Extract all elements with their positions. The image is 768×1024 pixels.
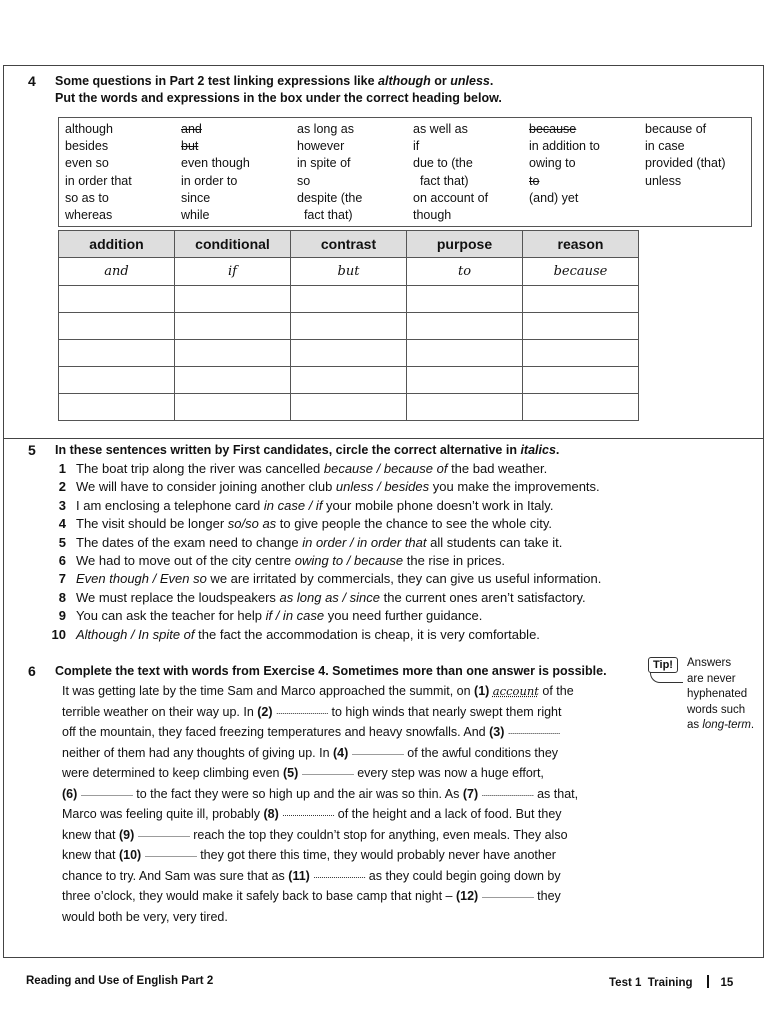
blank-answer-cell[interactable] [175, 340, 291, 367]
sentence-item [48, 627, 540, 642]
blank-answer-cell[interactable] [291, 286, 407, 313]
word-box-item: in case [645, 139, 685, 154]
blank-answer-cell[interactable] [523, 313, 639, 340]
handwritten-example-answer: account [492, 684, 539, 698]
sentence-text: We had to move out of the city centre [76, 553, 295, 568]
gap-number: (3) [489, 725, 505, 739]
word-box-column [181, 121, 250, 224]
text-segment: as they could begin going down by [365, 868, 561, 883]
text-segment: they [533, 889, 561, 903]
blank-answer-cell[interactable] [407, 313, 523, 340]
text-segment: to high winds that nearly swept them right [328, 704, 562, 719]
text-line [62, 910, 228, 924]
example-answer-cell: if [175, 258, 291, 286]
alternatives-to-circle[interactable]: Although / In spite of [76, 626, 195, 642]
text-line [62, 869, 561, 883]
text-line [62, 684, 574, 698]
alternatives-to-circle[interactable]: Even though / Even so [76, 571, 207, 587]
word-box-item: to [529, 173, 540, 188]
sentence-text: We must replace the loudspeakers [76, 589, 280, 605]
example-answer-cell: to [407, 258, 523, 286]
text-line [62, 889, 561, 903]
exercise-5-instruction: In these sentences written by First candidates, circle the correct alternative in italics. [55, 443, 560, 457]
text-line [62, 705, 562, 719]
word-box-item: since [181, 190, 211, 205]
blank-answer-cell[interactable] [59, 340, 175, 367]
sentence-number: 9 [58, 608, 66, 624]
sentence-number: 6 [58, 553, 66, 568]
text-line [62, 807, 562, 821]
exercise-5-number: 5 [28, 442, 36, 458]
exercise-6-number: 6 [28, 663, 36, 679]
blank-answer-cell[interactable] [407, 286, 523, 313]
table-row [59, 340, 639, 367]
page-number: 15 [720, 977, 734, 989]
word-box-item: on account of [413, 190, 489, 205]
text-line [62, 766, 544, 780]
blank-answer-cell[interactable] [407, 340, 523, 367]
category-header-reason: reason [523, 231, 639, 258]
answer-gap[interactable]: .......................... [481, 890, 534, 900]
sentence-number: 2 [58, 479, 66, 495]
sentence-text: you make the improvements. [429, 479, 600, 495]
answer-gap[interactable]: .......................... [351, 746, 404, 757]
blank-answer-cell[interactable] [291, 340, 407, 367]
table-row [59, 367, 639, 394]
alternatives-to-circle[interactable]: as long as / since [279, 589, 380, 605]
word-box-item: even so [65, 156, 109, 171]
word-box [58, 117, 752, 227]
blank-answer-cell[interactable] [407, 394, 523, 421]
gap-number: (10) [118, 848, 142, 862]
sentence-text: The dates of the exam need to change [76, 534, 303, 550]
sentence-text: The visit should be longer [76, 516, 228, 532]
blank-answer-cell[interactable] [59, 286, 175, 313]
category-table [58, 230, 639, 421]
table-row [59, 313, 639, 340]
text-segment: were determined to keep climbing even [62, 766, 283, 780]
text-segment: of the awful conditions they [403, 745, 559, 760]
gap-number: (5) [282, 766, 299, 780]
footer-page-info [609, 975, 733, 989]
text-line [62, 828, 568, 842]
sentence-item [48, 608, 482, 623]
blank-answer-cell[interactable] [175, 394, 291, 421]
sentence-text: the rise in prices. [403, 553, 505, 568]
sentence-text: to give people the chance to see the whole city. [276, 516, 553, 532]
blank-answer-cell[interactable] [175, 367, 291, 394]
word-box-item: fact that) [297, 208, 353, 223]
text-segment: It was getting late by the time Sam and Marco approached the summit, on [62, 684, 475, 698]
word-box-column [297, 121, 362, 224]
sentence-text: You can ask the teacher for help [76, 608, 266, 624]
exercise-6-instruction: Complete the text with words from Exercise 4. Sometimes more than one answer is possible. [55, 664, 607, 678]
word-box-item: but [181, 139, 199, 154]
tip-text: Answers are never hyphenated words such as long-term. [687, 657, 755, 731]
blank-answer-cell[interactable] [291, 367, 407, 394]
alternatives-to-circle[interactable]: in order / in order that [302, 534, 427, 550]
tip-badge: Tip! [648, 657, 678, 673]
category-header-row [59, 231, 639, 258]
text-segment: they got there this time, they would probably never have another [196, 848, 556, 862]
answer-gap[interactable]: .......................... [137, 828, 190, 839]
word-box-item: while [181, 208, 210, 223]
blank-answer-cell[interactable] [523, 367, 639, 394]
answer-gap[interactable]: .......................... [301, 767, 354, 777]
text-line [62, 787, 578, 801]
word-box-item: though [413, 208, 452, 223]
sentence-text: the fact the accommodation is cheap, it is very comfortable. [194, 626, 540, 642]
alternatives-to-circle[interactable]: unless / besides [335, 479, 430, 495]
sentence-item [48, 461, 547, 476]
word-box-item: as well as [413, 122, 468, 136]
category-header-contrast: contrast [291, 231, 407, 258]
table-row [59, 286, 639, 313]
category-header-conditional: conditional [175, 231, 291, 258]
blank-answer-cell[interactable] [59, 313, 175, 340]
text-segment: reach the top they couldn’t stop for anything, even meals. They also [189, 827, 568, 842]
exercise-5-6-panel [3, 438, 764, 958]
text-line [62, 746, 558, 760]
sentence-text: I am enclosing a telephone card [76, 497, 264, 513]
blank-answer-cell[interactable] [523, 340, 639, 367]
word-box-item: so as to [65, 190, 109, 205]
sentence-item [48, 498, 553, 513]
exercise-4-instruction-line-2: Put the words and expressions in the box under the correct heading below. [55, 91, 502, 105]
text-segment: knew that [62, 848, 119, 862]
blank-answer-cell[interactable] [291, 313, 407, 340]
footer-section-title: Reading and Use of English Part 2 [26, 975, 214, 987]
text-segment: as that, [533, 786, 579, 801]
alternatives-to-circle[interactable]: because / because of [323, 461, 448, 476]
gap-number: (7) [462, 786, 479, 801]
sentence-number: 7 [58, 571, 66, 587]
category-table-body [59, 258, 639, 421]
sentence-text: your mobile phone doesn’t work in Italy. [322, 497, 554, 513]
alternatives-to-circle[interactable]: in case / if [263, 497, 323, 513]
sentence-item [48, 590, 586, 605]
sentence-item [48, 535, 562, 550]
sentence-text: the bad weather. [447, 461, 548, 476]
word-box-item: owing to [529, 156, 576, 171]
text-line [62, 725, 560, 739]
word-box-item: in spite of [297, 156, 351, 171]
sentence-text: you need further guidance. [324, 608, 483, 624]
example-answer-cell: because [523, 258, 639, 286]
gap-number: (6) [62, 786, 78, 801]
text-segment: knew that [62, 827, 119, 842]
example-answer-cell: and [59, 258, 175, 286]
text-segment: of the height and a lack of food. But they [334, 807, 562, 821]
answer-gap[interactable]: .......................... [481, 787, 534, 798]
text-segment: three o’clock, they would make it safely back to base camp that night – [62, 889, 456, 903]
sentence-item [48, 479, 600, 494]
word-box-item: and [181, 122, 202, 136]
answer-gap[interactable]: .......................... [80, 787, 133, 798]
sentence-number: 8 [58, 589, 66, 605]
word-box-item: due to (the [413, 156, 473, 171]
text-segment: every step was now a huge effort, [353, 766, 544, 780]
alternatives-to-circle[interactable]: so/so as [227, 516, 277, 532]
blank-answer-cell[interactable] [523, 286, 639, 313]
blank-answer-cell[interactable] [291, 394, 407, 421]
table-row [59, 394, 639, 421]
word-box-item: even though [181, 156, 250, 171]
sentence-number: 4 [58, 516, 66, 532]
sentence-text: all students can take it. [426, 534, 563, 550]
word-box-column [413, 121, 488, 224]
answer-gap[interactable]: .......................... [507, 726, 560, 736]
sentence-number: 10 [51, 626, 66, 642]
answer-gap[interactable]: .......................... [282, 808, 335, 818]
word-box-item: so [297, 173, 311, 188]
blank-answer-cell[interactable] [175, 286, 291, 313]
blank-answer-cell[interactable] [59, 367, 175, 394]
text-segment: of the [538, 684, 574, 698]
word-box-item: besides [65, 139, 109, 154]
word-box-item: in order that [65, 173, 132, 188]
gap-number: (9) [118, 827, 135, 842]
table-row [59, 258, 639, 286]
answer-gap[interactable]: .......................... [144, 849, 197, 859]
answer-gap[interactable]: .......................... [276, 705, 329, 716]
blank-answer-cell[interactable] [523, 394, 639, 421]
sentence-number: 5 [58, 534, 66, 550]
word-box-column [65, 121, 132, 224]
word-box-item: whereas [65, 208, 113, 223]
answer-gap[interactable]: .......................... [313, 869, 366, 880]
word-box-column [645, 121, 726, 190]
text-segment: Marco was feeling quite ill, probably [62, 807, 264, 821]
word-box-item: because of [645, 122, 707, 136]
gap-number: (8) [263, 807, 279, 821]
text-segment: neither of them had any thoughts of giving up. In [62, 745, 334, 760]
sentence-number: 3 [58, 497, 66, 513]
example-answer-cell: but [291, 258, 407, 286]
word-box-item: in order to [181, 173, 238, 188]
text-segment: chance to try. And Sam was sure that as [62, 868, 289, 883]
footer-separator [707, 975, 709, 988]
word-box-item: unless [645, 173, 682, 188]
sentence-item [48, 553, 505, 568]
sentence-item [48, 571, 601, 586]
alternatives-to-circle[interactable]: if / in case [265, 608, 325, 624]
exercise-4-instruction-line-1: Some questions in Part 2 test linking expressions like although or unless. [55, 74, 494, 88]
word-box-item: (and) yet [529, 190, 579, 205]
word-box-item: in addition to [529, 139, 600, 154]
exercise-4-number: 4 [28, 73, 36, 89]
word-box-item: despite (the [297, 190, 363, 205]
sentence-text: we are irritated by commercials, they can give us useful information. [206, 571, 602, 587]
text-segment: would both be very, very tired. [62, 909, 228, 924]
sentence-text: We will have to consider joining another club [76, 479, 336, 495]
word-box-item: if [413, 139, 420, 154]
sentence-text: The boat trip along the river was cancelled [76, 461, 324, 476]
text-segment: off the mountain, they faced freezing temperatures and heavy snowfalls. And [62, 725, 490, 739]
text-segment: terrible weather on their way up. In [62, 704, 258, 719]
word-box-item: fact that) [413, 173, 469, 188]
sentence-number: 1 [58, 461, 66, 476]
blank-answer-cell[interactable] [59, 394, 175, 421]
sentence-text: the current ones aren’t satisfactory. [379, 589, 586, 605]
blank-answer-cell[interactable] [407, 367, 523, 394]
word-box-item: because [529, 122, 577, 136]
exercise-4-panel [3, 65, 764, 442]
gap-number: (11) [288, 868, 310, 883]
word-box-item: however [297, 139, 345, 154]
alternatives-to-circle[interactable]: owing to / because [294, 553, 404, 568]
text-segment: to the fact they were so high up and the air was so thin. As [132, 786, 463, 801]
footer-test-label: Test 1 Training [609, 977, 693, 989]
gap-number: (4) [333, 745, 349, 760]
sentence-item [48, 516, 552, 531]
category-header-addition: addition [59, 231, 175, 258]
category-header-purpose: purpose [407, 231, 523, 258]
word-box-item: although [65, 122, 113, 136]
word-box-item: provided (that) [645, 156, 726, 171]
text-line [62, 848, 556, 862]
gap-number: (12) [455, 889, 479, 903]
gap-number: (1) [474, 684, 490, 698]
word-box-column [529, 121, 600, 207]
blank-answer-cell[interactable] [175, 313, 291, 340]
gap-number: (2) [257, 704, 273, 719]
word-box-item: as long as [297, 122, 354, 136]
